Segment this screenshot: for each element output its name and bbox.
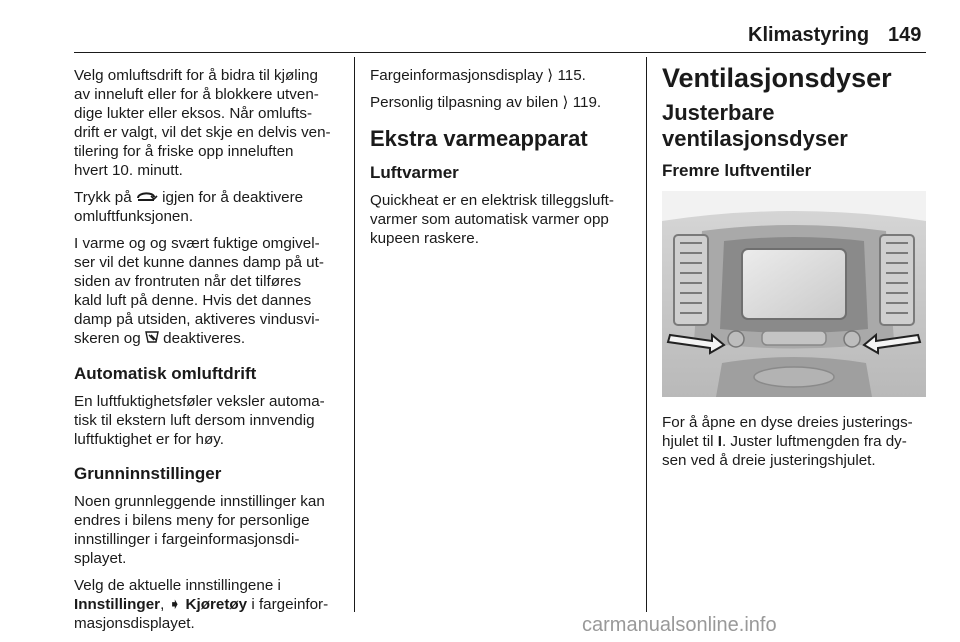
column-left: [74, 66, 346, 641]
paragraph-select-settings: Velg de aktuelle innstillingene i Innstillinger, ➧ Kjøretøy i fargeinfor- masjonsdisplayet.: [74, 576, 329, 632]
settings-menu-label: Innstillinger: [74, 595, 161, 613]
heading-front-vents: Fremre luftventiler: [662, 161, 812, 180]
page-number: 149: [888, 24, 922, 46]
paragraph-deactivate: Trykk på igjen for å deaktivere omluftfunksjonen.: [74, 189, 304, 226]
column-divider: [354, 57, 355, 612]
column-middle: [370, 66, 636, 256]
column-right: [662, 63, 928, 478]
reference-arrow-icon: ⟩: [547, 67, 554, 84]
reference-personalisation: Personlig tilpasning av bilen ⟩ 119.: [370, 94, 602, 111]
watermark: carmanualsonline.info: [582, 614, 777, 636]
heading-adjustable-vents: Justerbare ventilasjonsdyser: [662, 100, 848, 151]
paragraph-basic-settings: Noen grunnleggende innstillinger kan endres i bilens meny for personlige innstillinger i fargeinformasjonsdi- splayet.: [74, 492, 325, 567]
heading-air-vents: Ventilasjonsdyser: [662, 63, 892, 93]
vehicle-menu-label: Kjøretøy: [185, 595, 248, 613]
windscreen-wiper-icon: [145, 330, 159, 349]
heading-air-heater: Luftvarmer: [370, 163, 459, 182]
header-rule: [74, 52, 926, 53]
paragraph-recirculation: Velg omluftsdrift for å bidra til kjøling av inneluft eller for å blokkere utven- dige lukter eller eksos. Når omlufts- drift er valgt, vil det skje en delvis ven- tilering for å friske opp inneluften hvert 10. minutt.: [74, 67, 331, 179]
left-vent: [674, 235, 708, 325]
open-position-symbol: I: [717, 433, 722, 450]
dashboard-vents-photo: [662, 191, 926, 397]
right-vent: [880, 235, 914, 325]
paragraph-quickheat: Quickheat er en elektrisk tilleggsluft- varmer som automatisk varmer opp kupeen raskere.: [370, 192, 614, 247]
page-header-title: Klimastyring: [748, 24, 870, 46]
arrow-right-icon: ➧: [168, 595, 182, 613]
paragraph-humidity-sensor: En luftfuktighetsføler veksler automa- tisk til ekstern luft dersom innvendig luftfuktighet er for høy.: [74, 392, 325, 448]
heading-automatic-recirculation: Automatisk omluftdrift: [74, 363, 257, 383]
reference-arrow-icon: ⟩: [562, 94, 569, 111]
heading-auxiliary-heater: Ekstra varmeapparat: [370, 126, 588, 151]
heading-basic-settings: Grunninnstillinger: [74, 463, 222, 483]
paragraph-condensation: I varme og og svært fuktige omgivel- ser vil det kunne dannes damp på ut- siden av frontruten når det tilføres kald luft på denne. Hvis det dannes damp på utsiden, aktiveres vindusvi- skeren og deaktiveres.: [74, 235, 324, 348]
recirculation-icon: [136, 188, 158, 207]
paragraph-open-vent: For å åpne en dyse dreies justerings- hjulet til I. Juster luftmengden fra dy- sen ved å dreie justeringshjulet.: [662, 414, 913, 469]
column-divider: [646, 57, 647, 612]
reference-colour-display: Fargeinformasjonsdisplay ⟩ 115.: [370, 67, 586, 84]
